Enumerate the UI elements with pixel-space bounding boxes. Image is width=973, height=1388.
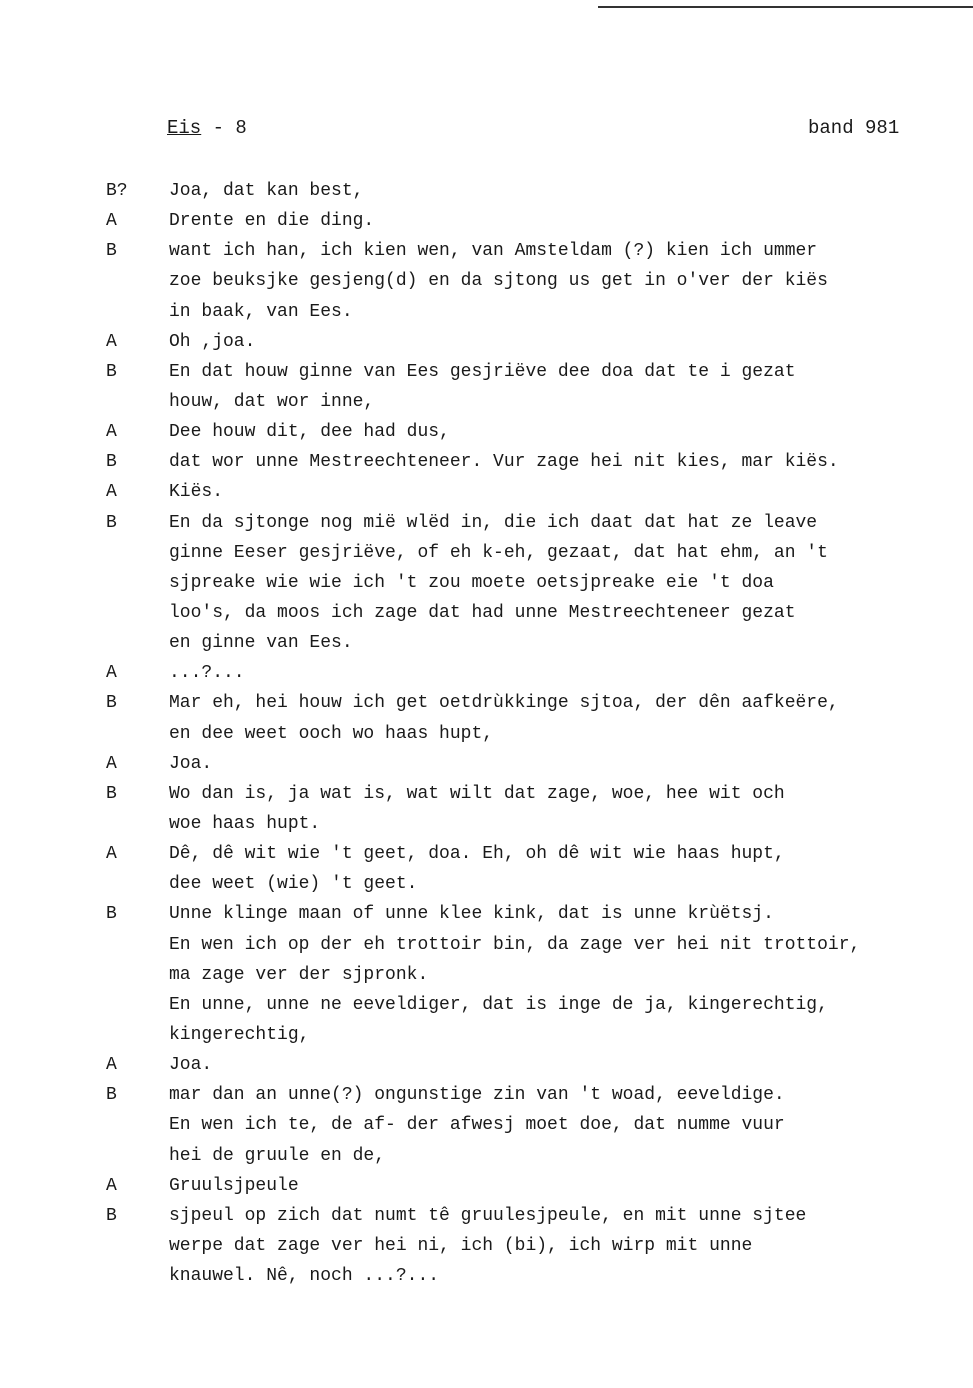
utterance-line: mar dan an unne(?) ongunstige zin van 't woad, eeveldige.: [169, 1085, 785, 1106]
speaker-label: A: [106, 1055, 117, 1076]
utterance-line: En dat houw ginne van Ees gesjriëve dee doa dat te i gezat: [169, 361, 796, 382]
transcript-turn: [0, 206, 973, 236]
speaker-label: B: [106, 512, 117, 533]
speaker-label: B: [106, 241, 117, 262]
utterance-line: Dee houw dit, dee had dus,: [169, 422, 450, 443]
utterance-line: en dee weet ooch wo haas hupt,: [169, 723, 494, 744]
transcript-turn: [0, 1080, 973, 1170]
utterance: [169, 658, 973, 688]
speaker-label: A: [106, 422, 117, 443]
utterance-line: woe haas hupt.: [169, 813, 321, 834]
utterance-line: Kiës.: [169, 482, 224, 503]
utterance-line: sjpeul op zich dat numt tê gruulesjpeule, en mit unne sjtee: [169, 1205, 807, 1226]
utterance-line: En da sjtonge nog mië wlëd in, die ich daat dat hat ze leave: [169, 512, 818, 533]
utterance-line: Drente en die ding.: [169, 211, 375, 232]
speaker-label: B: [106, 1205, 117, 1226]
utterance-line: Unne klinge maan of unne klee kink, dat is unne krùëtsj.: [169, 904, 774, 925]
utterance-line: houw, dat wor inne,: [169, 391, 375, 412]
utterance: [169, 688, 973, 748]
speaker-label: A: [106, 753, 117, 774]
transcript-turn: [0, 327, 973, 357]
utterance-line: ginne Eeser gesjriëve, of eh k-eh, gezaat, dat hat ehm, an 't: [169, 542, 828, 563]
utterance: [169, 206, 973, 236]
utterance-line: Dê, dê wit wie 't geet, doa. Eh, oh dê wit wie haas hupt,: [169, 844, 785, 865]
page-number: - 8: [212, 117, 247, 139]
utterance-line: sjpreake wie wie ich 't zou moete oetsjpreake eie 't doa: [169, 572, 774, 593]
speaker-label: B: [106, 1085, 117, 1106]
transcript-turn: [0, 477, 973, 507]
utterance-line: En wen ich te, de af- der afwesj moet doe, dat numme vuur: [169, 1115, 785, 1136]
utterance-line: zoe beuksjke gesjeng(d) en da sjtong us get in o'ver der kiës: [169, 271, 828, 292]
utterance: [169, 357, 973, 417]
utterance-line: hei de gruule en de,: [169, 1145, 386, 1166]
top-rule: [598, 6, 973, 8]
speaker-label: B: [106, 361, 117, 382]
utterance: [169, 749, 973, 779]
page-header: [0, 117, 973, 147]
utterance-line: Mar eh, hei houw ich get oetdrùkkinge sjtoa, der dên aafkeëre,: [169, 693, 839, 714]
utterance: [169, 1080, 973, 1170]
transcript-turn: [0, 357, 973, 417]
transcript-turn: [0, 658, 973, 688]
utterance: [169, 176, 973, 206]
utterance-line: Wo dan is, ja wat is, wat wilt dat zage, woe, hee wit och: [169, 783, 785, 804]
utterance-line: kingerechtig,: [169, 1024, 310, 1045]
speaker-label: A: [106, 663, 117, 684]
utterance-line: En wen ich op der eh trottoir bin, da zage ver hei nit trottoir,: [169, 934, 861, 955]
utterance-line: Joa.: [169, 753, 213, 774]
document-title: Eis: [167, 117, 202, 139]
utterance-line: knauwel. Nê, noch ...?...: [169, 1266, 440, 1287]
utterance: [169, 417, 973, 447]
utterance-line: want ich han, ich kien wen, van Amsteldam (?) kien ich ummer: [169, 241, 818, 262]
transcript-turn: [0, 508, 973, 659]
speaker-label: A: [106, 482, 117, 503]
transcript-turn: [0, 236, 973, 326]
utterance-line: in baak, van Ees.: [169, 301, 353, 322]
transcript-turn: [0, 899, 973, 1050]
speaker-label: A: [106, 211, 117, 232]
utterance: [169, 1171, 973, 1201]
utterance-line: Joa, dat kan best,: [169, 181, 364, 201]
transcript-turn: [0, 1201, 973, 1291]
utterance-line: Oh ,joa.: [169, 331, 256, 352]
utterance-line: werpe dat zage ver hei ni, ich (bi), ich wirp mit unne: [169, 1235, 753, 1256]
tape-number: band 981: [808, 117, 900, 139]
utterance-line: ma zage ver der sjpronk.: [169, 964, 429, 985]
transcript-turn: [0, 1171, 973, 1201]
speaker-label: B: [106, 904, 117, 925]
utterance-line: en ginne van Ees.: [169, 633, 353, 654]
transcript-turn: [0, 688, 973, 748]
transcript: [0, 176, 973, 1291]
speaker-label: A: [106, 844, 117, 865]
transcript-turn: [0, 417, 973, 447]
utterance-line: Gruulsjpeule: [169, 1175, 299, 1196]
utterance: [169, 839, 973, 899]
utterance: [169, 1050, 973, 1080]
utterance: [169, 1201, 973, 1291]
utterance-line: dee weet (wie) 't geet.: [169, 874, 418, 895]
speaker-label: A: [106, 1175, 117, 1196]
transcript-turn: [0, 749, 973, 779]
utterance-line: En unne, unne ne eeveldiger, dat is inge de ja, kingerechtig,: [169, 994, 828, 1015]
speaker-label: B?: [106, 181, 128, 201]
utterance-line: dat wor unne Mestreechteneer. Vur zage hei nit kies, mar kiës.: [169, 452, 839, 473]
speaker-label: B: [106, 693, 117, 714]
speaker-label: B: [106, 783, 117, 804]
utterance: [169, 899, 973, 1050]
utterance-line: Joa.: [169, 1055, 213, 1076]
transcript-turn: [0, 839, 973, 899]
utterance-line: loo's, da moos ich zage dat had unne Mestreechteneer gezat: [169, 602, 796, 623]
transcript-turn: [0, 779, 973, 839]
utterance: [169, 508, 973, 659]
utterance: [169, 779, 973, 839]
utterance: [169, 447, 973, 477]
speaker-label: A: [106, 331, 117, 352]
utterance: [169, 327, 973, 357]
speaker-label: B: [106, 452, 117, 473]
transcript-turn: [0, 1050, 973, 1080]
utterance: [169, 236, 973, 326]
transcript-turn: [0, 176, 973, 206]
utterance: [169, 477, 973, 507]
utterance-line: ...?...: [169, 663, 245, 684]
page-title: [167, 117, 247, 139]
transcript-turn: [0, 447, 973, 477]
